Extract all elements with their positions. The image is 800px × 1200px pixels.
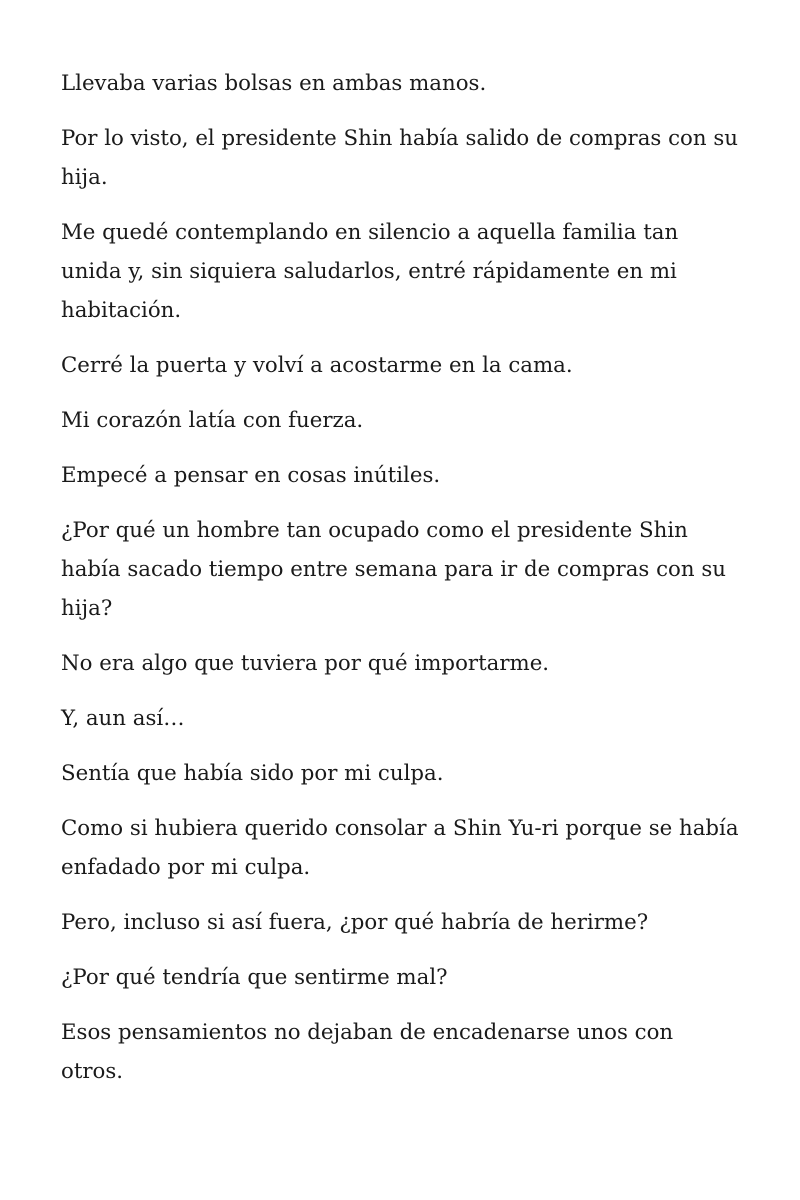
paragraph: Por lo visto, el presidente Shin había salido de compras con su hija.	[61, 126, 738, 190]
paragraph: Mi corazón latía con fuerza.	[61, 408, 364, 433]
paragraph: ¿Por qué un hombre tan ocupado como el presidente Shin había sacado tiempo entre semana para ir de compras con su hija?	[61, 518, 727, 621]
paragraph: Me quedé contemplando en silencio a aquella familia tan unida y, sin siquiera saludarlos, entré rápidamente en mi habitación.	[61, 220, 679, 323]
paragraph: Sentía que había sido por mi culpa.	[61, 761, 444, 786]
paragraph: Cerré la puerta y volví a acostarme en la cama.	[61, 353, 573, 378]
paragraph: Empecé a pensar en cosas inútiles.	[61, 463, 441, 488]
paragraph: ¿Por qué tendría que sentirme mal?	[61, 965, 448, 990]
paragraph: Y, aun así…	[61, 706, 185, 731]
paragraph: Esos pensamientos no dejaban de encadenarse unos con otros.	[61, 1020, 674, 1084]
paragraph-list	[61, 64, 740, 1091]
paragraph: Llevaba varias bolsas en ambas manos.	[61, 71, 487, 96]
paragraph: Pero, incluso si así fuera, ¿por qué habría de herirme?	[61, 910, 649, 935]
paragraph: No era algo que tuviera por qué importarme.	[61, 651, 550, 676]
paragraph: Como si hubiera querido consolar a Shin Yu-ri porque se había enfadado por mi culpa.	[61, 816, 739, 880]
